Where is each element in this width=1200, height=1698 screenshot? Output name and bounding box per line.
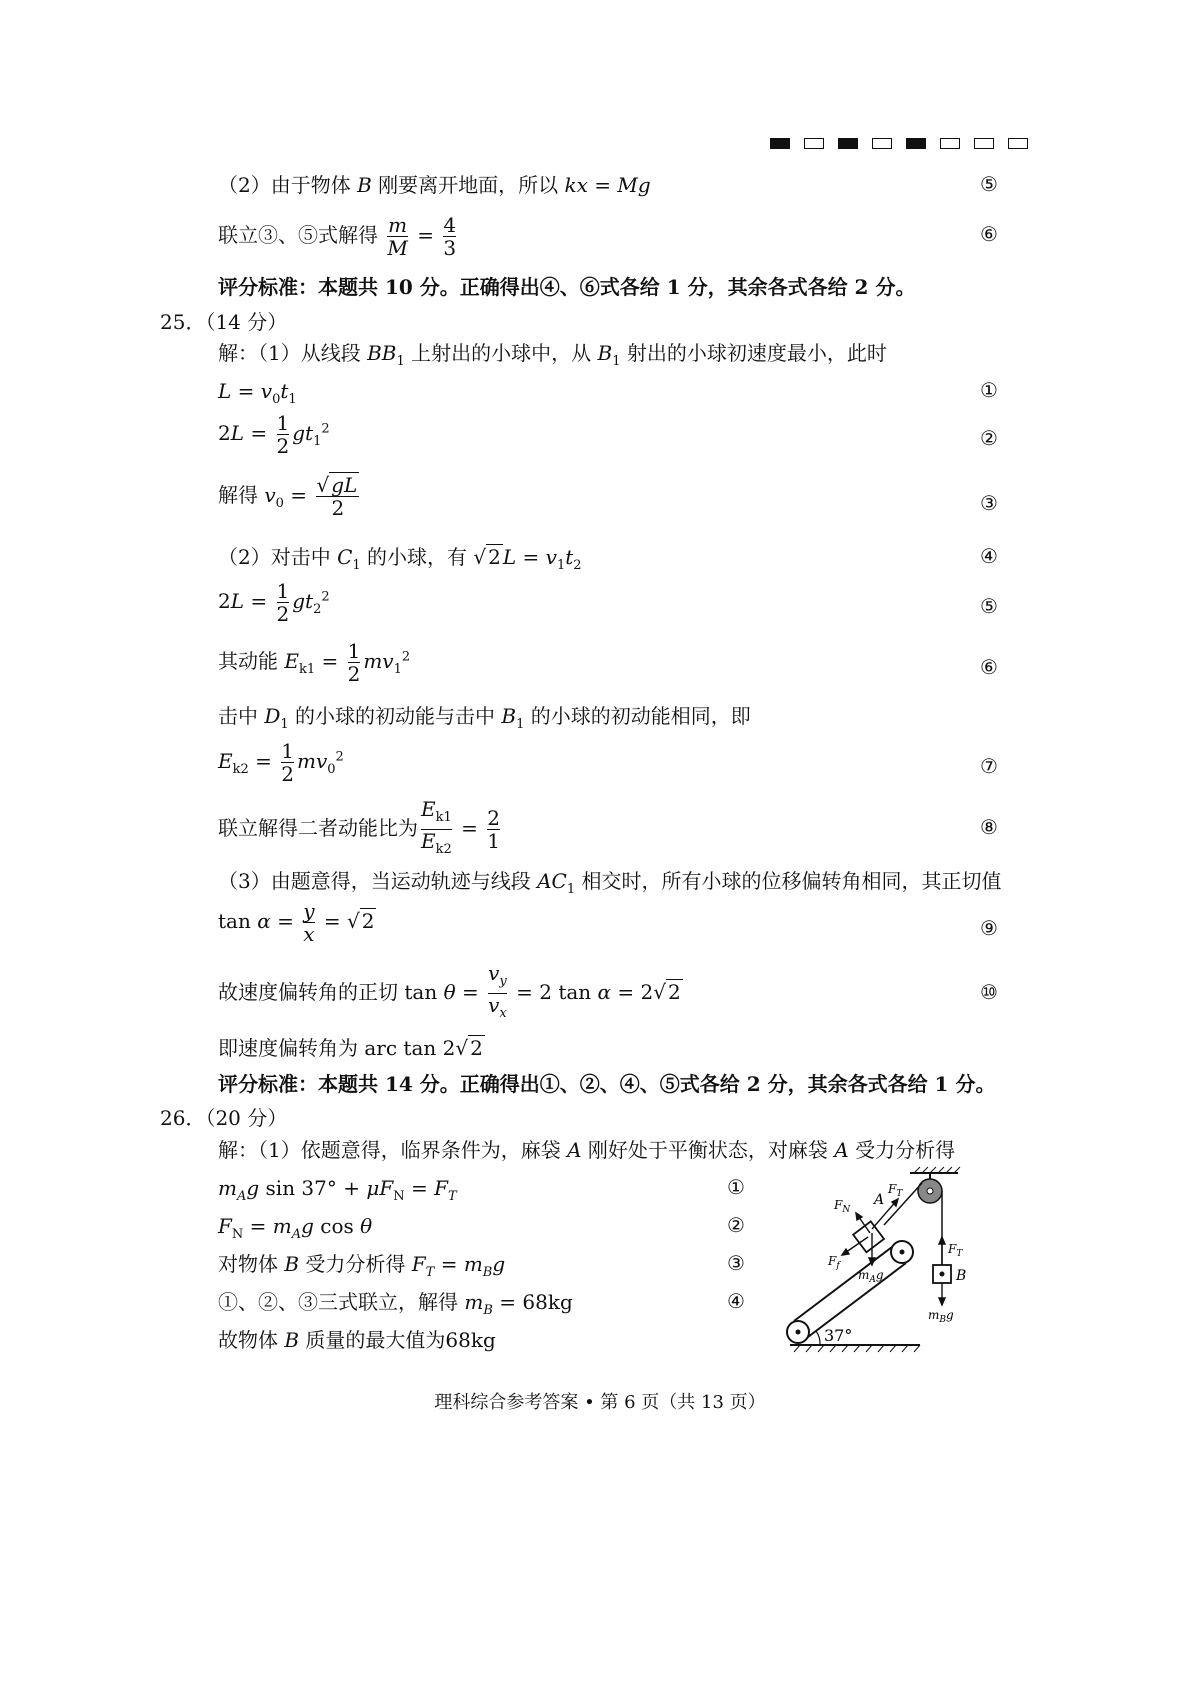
label-ft: $F_T$ — [888, 1182, 903, 1199]
q26-eq1: $m_Ag$ $\sin 37^\circ + \mu F_N = F_T$ — [218, 1176, 457, 1204]
eq-number: ⑨ — [980, 916, 998, 940]
marker-block — [872, 138, 892, 149]
marker-block — [838, 138, 858, 149]
q25-eq4: （2）对击中 $C_1$ 的小球，有 √ 2 $L = v_1t_2$ — [218, 545, 582, 573]
label-a: A — [874, 1192, 885, 1208]
eq-number: ⑥ — [980, 655, 998, 679]
text: 质量的最大值为 — [305, 1328, 446, 1352]
label-mbg: $m_Bg$ — [928, 1308, 954, 1325]
q25-eq1: $L = v_0t_1$ — [218, 379, 297, 407]
text: 解：（1）从线段 — [218, 341, 361, 365]
q26-eq4: ①、②、③三式联立，解得 $m_B = 68kg$ — [218, 1290, 573, 1318]
angle-label: 37° — [824, 1326, 853, 1345]
text: （3）由题意得，当运动轨迹与线段 — [218, 869, 531, 893]
q25-eq8: 联立解得二者动能比为 $\frac{E_{k1}}{E_{k2}}$ = $\frac{2}{1}$ — [218, 798, 503, 861]
eq-number: ③ — [980, 491, 998, 515]
text: 击中 — [218, 704, 258, 728]
q25-eq9: tan α = $\frac{y}{x}$ = √ 2 — [218, 899, 375, 946]
text: 解：（1）依题意得，临界条件为，麻袋 — [218, 1138, 561, 1162]
q25-intro: 解：（1）从线段 $BB_1$ 上射出的小球中，从 $B_1$ 射出的小球初速度最小，此时 — [218, 341, 887, 369]
ground-hatch — [794, 1345, 920, 1352]
text: 联立③、⑤式解得 — [218, 223, 378, 247]
eq-number: ④ — [980, 544, 998, 568]
text: 受力分析得 — [305, 1252, 406, 1276]
q26-eq2: $F_N = m_Ag$ cos θ — [218, 1214, 373, 1242]
eq-number: ② — [727, 1213, 745, 1237]
eq-number: ⑥ — [980, 222, 998, 246]
marker-block — [1008, 138, 1028, 149]
q26-max: 故物体 B 质量的最大值为68kg — [218, 1328, 496, 1352]
text: 对物体 — [218, 1252, 278, 1276]
label-ft-b: $F_T$ — [948, 1242, 963, 1259]
text: 刚好处于平衡状态，对麻袋 — [587, 1138, 828, 1162]
q25-eq7: $E_{k2}$ = $\frac{1}{2}$ $mv_0^2$ — [218, 739, 344, 786]
text: 68kg — [445, 1328, 496, 1352]
block-b-center — [940, 1272, 945, 1277]
q25-scoring: 评分标准：本题共 14 分。正确得出①、②、④、⑤式各给 2 分，其余各式各给 1 分。 — [218, 1072, 996, 1096]
eq-number: ② — [980, 426, 998, 450]
q25-hit-line: 击中 $D_1$ 的小球的初动能与击中 $B_1$ 的小球的初动能相同，即 — [218, 704, 751, 732]
eq-number: ⑧ — [980, 815, 998, 839]
eq-number: ① — [727, 1175, 745, 1199]
angle-arc — [816, 1331, 820, 1345]
text: 的小球的初动能相同，即 — [530, 704, 751, 728]
q24-scoring: 评分标准：本题共 10 分。正确得出④、⑥式各给 1 分，其余各式各给 2 分。 — [218, 275, 916, 299]
text: 上射出的小球中，从 — [411, 341, 592, 365]
conveyor-bottom — [800, 1263, 906, 1343]
text: 联立解得二者动能比为 — [218, 816, 418, 840]
eq-number: ⑤ — [980, 594, 998, 618]
roller-axle — [900, 1250, 905, 1255]
bag-a — [853, 1221, 884, 1252]
q24-line-2: 联立③、⑤式解得 $\frac{m}{M}$ = $\frac{4}{3}$ — [218, 213, 457, 260]
q25-eq5: 2L = $\frac{1}{2}$ $gt_2^2$ — [218, 579, 330, 626]
q26-title: 26．（20 分） — [160, 1106, 288, 1130]
q26-eq3: 对物体 B 受力分析得 $F_T = m_Bg$ — [218, 1252, 506, 1280]
text: 解得 — [218, 483, 258, 507]
marker-block — [906, 138, 926, 149]
q26-intro: 解：（1）依题意得，临界条件为，麻袋 A 刚好处于平衡状态，对麻袋 A 受力分析得 — [218, 1138, 956, 1162]
q25-title: 25．（14 分） — [160, 310, 288, 334]
page-footer: 理科综合参考答案 • 第 6 页（共 13 页） — [434, 1392, 766, 1413]
force-diagram — [780, 1155, 1040, 1365]
eq-number: ④ — [727, 1289, 745, 1313]
header-page-markers — [770, 134, 1042, 153]
q25-eq6: 其动能 $E_{k1}$ = $\frac{1}{2}$ $mv_1^2$ — [218, 639, 411, 686]
text: 即速度偏转角为 — [218, 1036, 358, 1060]
text: 故物体 — [218, 1328, 278, 1352]
eq-number: ① — [980, 378, 998, 402]
q24-line-1: （2）由于物体 B 刚要离开地面，所以 kx = Mg — [218, 173, 651, 197]
text: 的小球的初动能与击中 — [295, 704, 496, 728]
q25-eq10: 故速度偏转角的正切 tan θ = $\frac{v_y}{v_x}$ = 2 tan α = 2√ 2 — [218, 962, 683, 1025]
q25-final: 即速度偏转角为 arc tan 2√ 2 — [218, 1036, 483, 1060]
text: 故速度偏转角的正切 — [218, 980, 398, 1004]
label-b: B — [956, 1268, 967, 1284]
text: 刚要离开地面，所以 — [378, 173, 559, 197]
text: （2）由于物体 — [218, 173, 351, 197]
eq-number: ⑤ — [980, 172, 998, 196]
q25-eq2: 2L = $\frac{1}{2}$ $gt_1^2$ — [218, 411, 330, 458]
eq-number: ⑩ — [980, 980, 998, 1004]
label-ff: $F_f$ — [828, 1254, 840, 1271]
q25-eq3: 解得 $v_0$ = $\frac{√ gL}{2}$ — [218, 473, 358, 520]
eq-number: ⑦ — [980, 754, 998, 778]
label-mag: $m_Ag$ — [858, 1268, 884, 1285]
text: 相交时，所有小球的位移偏转角相同，其正切值 — [581, 869, 1002, 893]
pulley-axle — [927, 1188, 933, 1194]
text: 的小球，有 — [367, 545, 468, 569]
text: 68kg — [522, 1290, 573, 1314]
text: （2）对击中 — [218, 545, 331, 569]
text: 射出的小球初速度最小，此时 — [626, 341, 887, 365]
force-arrows-a — [842, 1199, 898, 1265]
text: ①、②、③三式联立，解得 — [218, 1290, 458, 1314]
eq-number: ③ — [727, 1251, 745, 1275]
marker-block — [940, 138, 960, 149]
text: 其动能 — [218, 649, 278, 673]
marker-block — [804, 138, 824, 149]
marker-block — [770, 138, 790, 149]
q25-part3: （3）由题意得，当运动轨迹与线段 $AC_1$ 相交时，所有小球的位移偏转角相同，其正切值 — [218, 869, 1002, 897]
label-fn: $F_N$ — [834, 1198, 851, 1215]
roller-axle — [796, 1330, 801, 1335]
text: 受力分析得 — [855, 1138, 956, 1162]
marker-block — [974, 138, 994, 149]
